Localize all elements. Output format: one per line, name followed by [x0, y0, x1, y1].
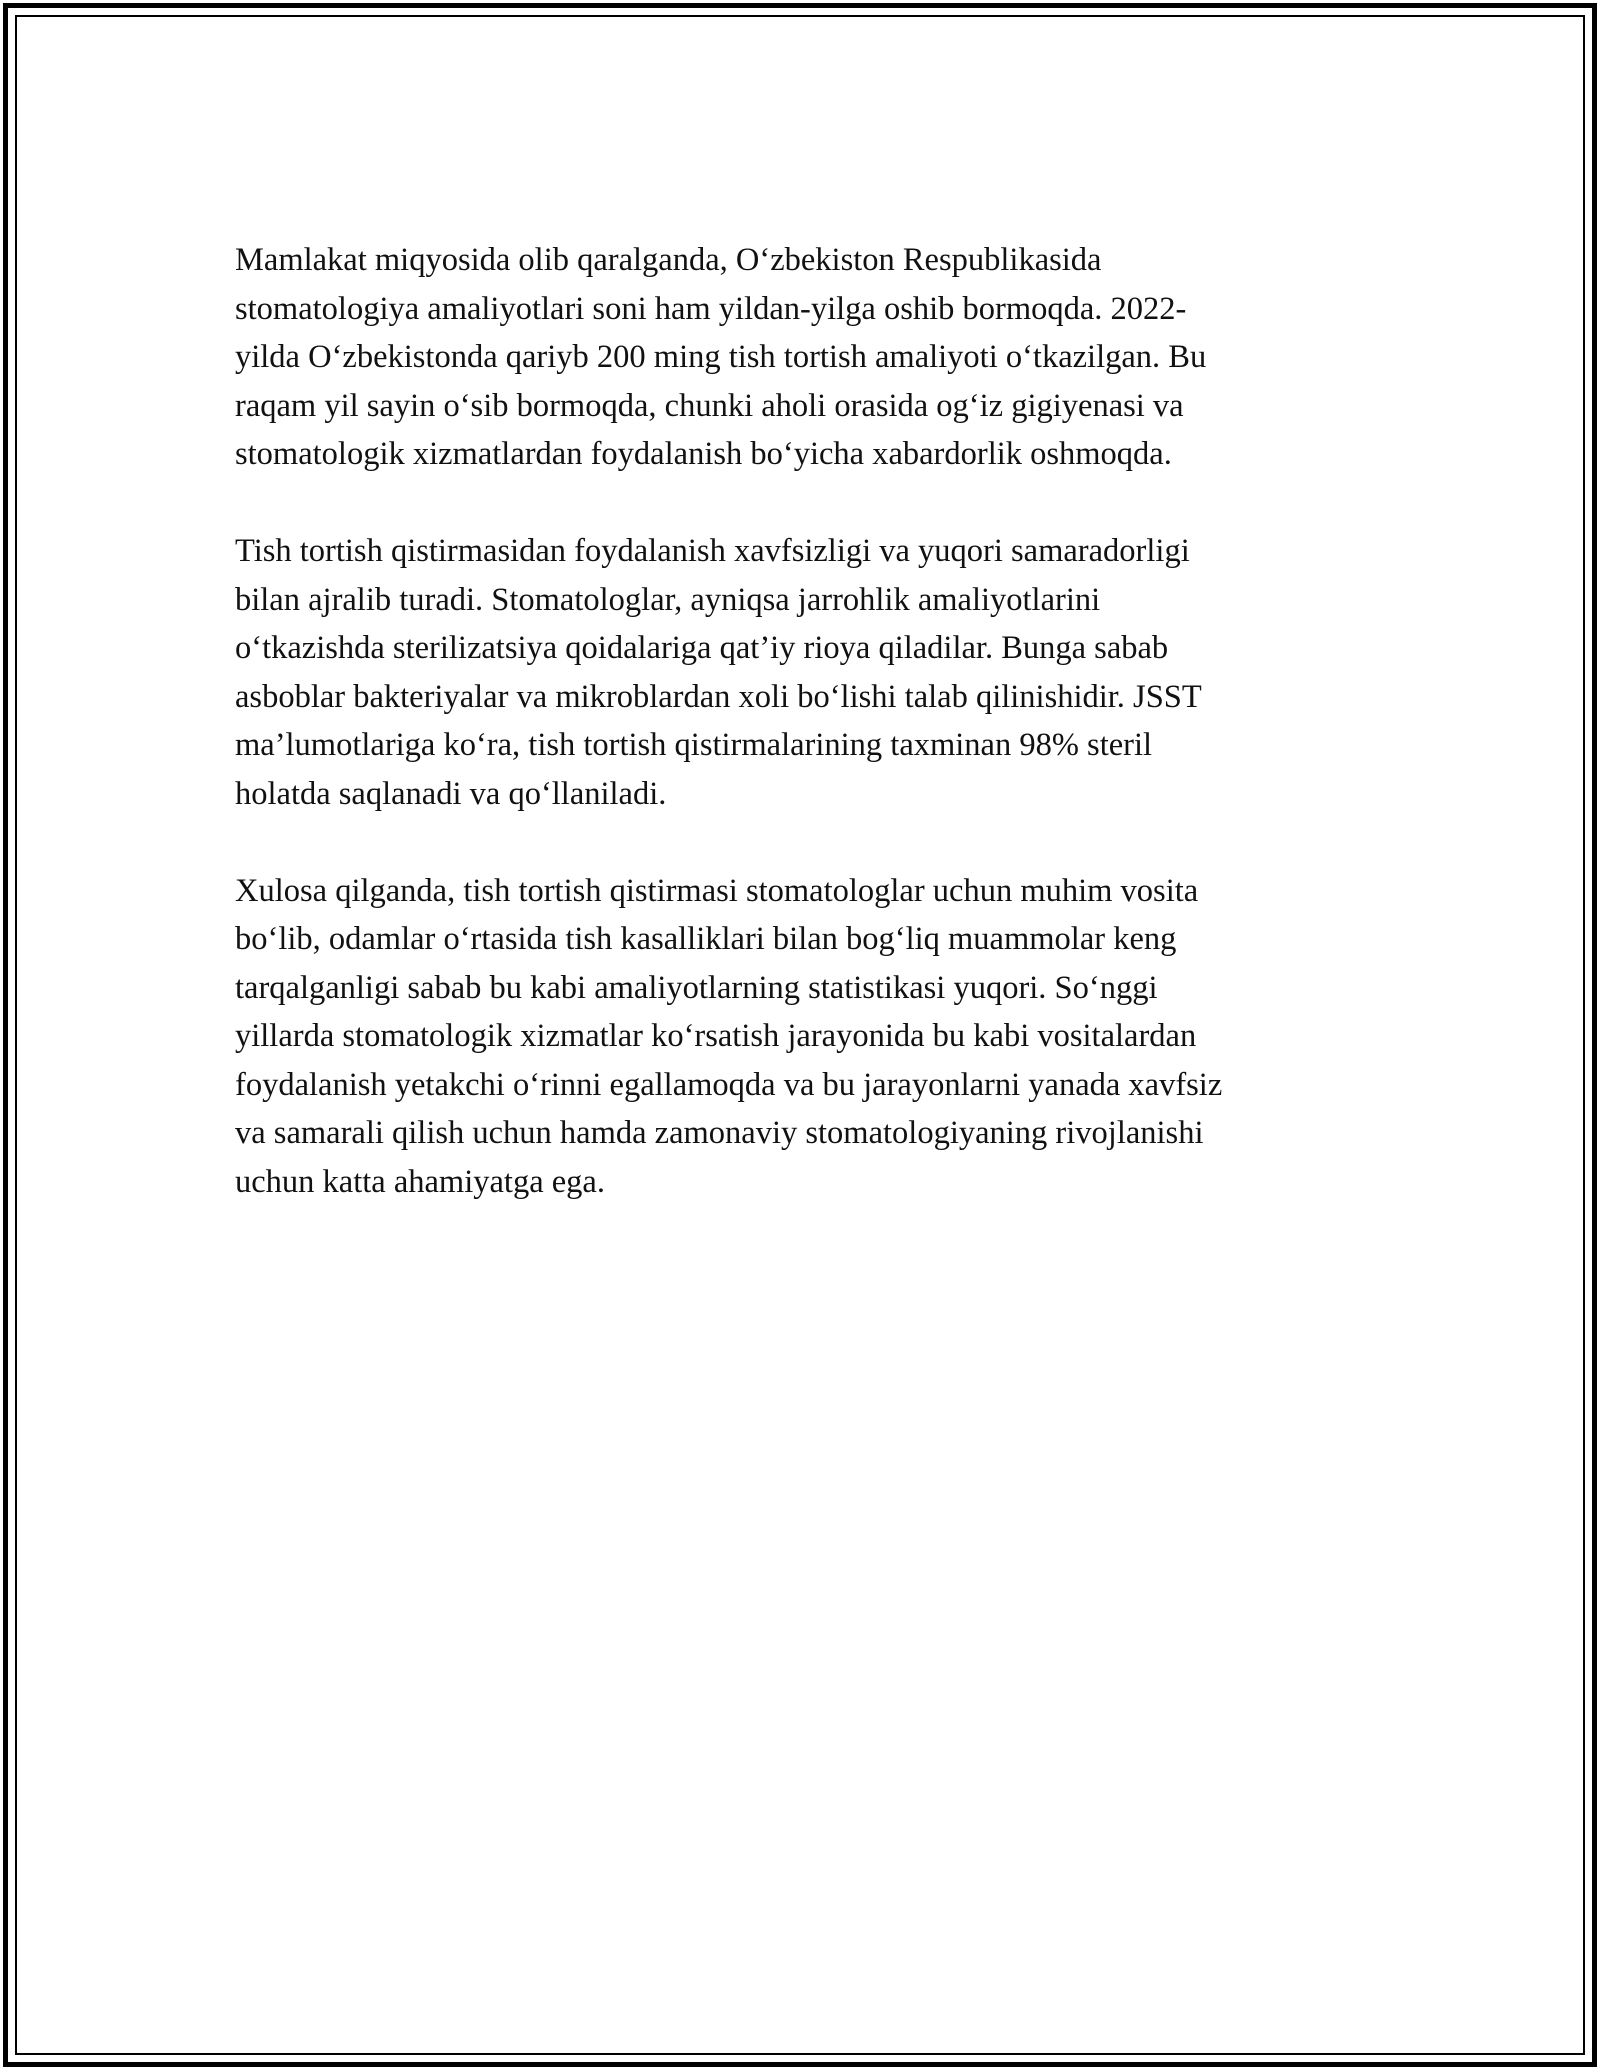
paragraph-line: asboblar bakteriyalar va mikroblardan xoli bo‘lishi talab qilinishidir. JSST — [235, 678, 1202, 715]
paragraph-line: yillarda stomatologik xizmatlar ko‘rsatish jarayonida bu kabi vositalardan — [235, 1018, 1197, 1054]
paragraph-line: holatda saqlanadi va qo‘llaniladi. — [235, 775, 667, 812]
paragraph-line: Mamlakat miqyosida olib qaralganda, O‘zbekiston Respublikasida — [235, 242, 1102, 278]
paragraph-1 — [235, 236, 1365, 479]
paragraph-line: va samarali qilish uchun hamda zamonaviy stomatologiyaning rivojlanishi — [235, 1115, 1204, 1151]
paragraph-line: stomatologik xizmatlardan foydalanish bo‘yicha xabardorlik oshmoqda. — [235, 436, 1172, 472]
paragraph-line: Tish tortish qistirmasidan foydalanish xavfsizligi va yuqori samaradorligi — [235, 533, 1190, 569]
paragraph-line: yilda O‘zbekistonda qariyb 200 ming tish tortish amaliyoti o‘tkazilgan. Bu — [235, 339, 1207, 375]
paragraph-line: ma’lumotlariga ko‘ra, tish tortish qistirmalarining taxminan 98% steril — [235, 727, 1153, 763]
document-body — [235, 236, 1365, 1255]
paragraph-line: tarqalganligi sabab bu kabi amaliyotlarning statistikasi yuqori. So‘nggi — [235, 969, 1158, 1006]
paragraph-line: Xulosa qilganda, tish tortish qistirmasi stomatologlar uchun muhim vosita — [235, 872, 1199, 909]
paragraph-2 — [235, 527, 1365, 818]
paragraph-3 — [235, 867, 1365, 1207]
paragraph-line: uchun katta ahamiyatga ega. — [235, 1163, 605, 1200]
paragraph-line: foydalanish yetakchi o‘rinni egallamoqda va bu jarayonlarni yanada xavfsiz — [235, 1066, 1223, 1103]
paragraph-line: o‘tkazishda sterilizatsiya qoidalariga qat’iy rioya qiladilar. Bunga sabab — [235, 630, 1169, 666]
paragraph-line: bo‘lib, odamlar o‘rtasida tish kasalliklari bilan bog‘liq muammolar keng — [235, 921, 1177, 957]
paragraph-line: bilan ajralib turadi. Stomatologlar, ayniqsa jarrohlik amaliyotlarini — [235, 581, 1101, 618]
paragraph-line: raqam yil sayin o‘sib bormoqda, chunki aholi orasida og‘iz gigiyenasi va — [235, 387, 1184, 424]
paragraph-line: stomatologiya amaliyotlari soni ham yildan-yilga oshib bormoqda. 2022- — [235, 290, 1187, 327]
